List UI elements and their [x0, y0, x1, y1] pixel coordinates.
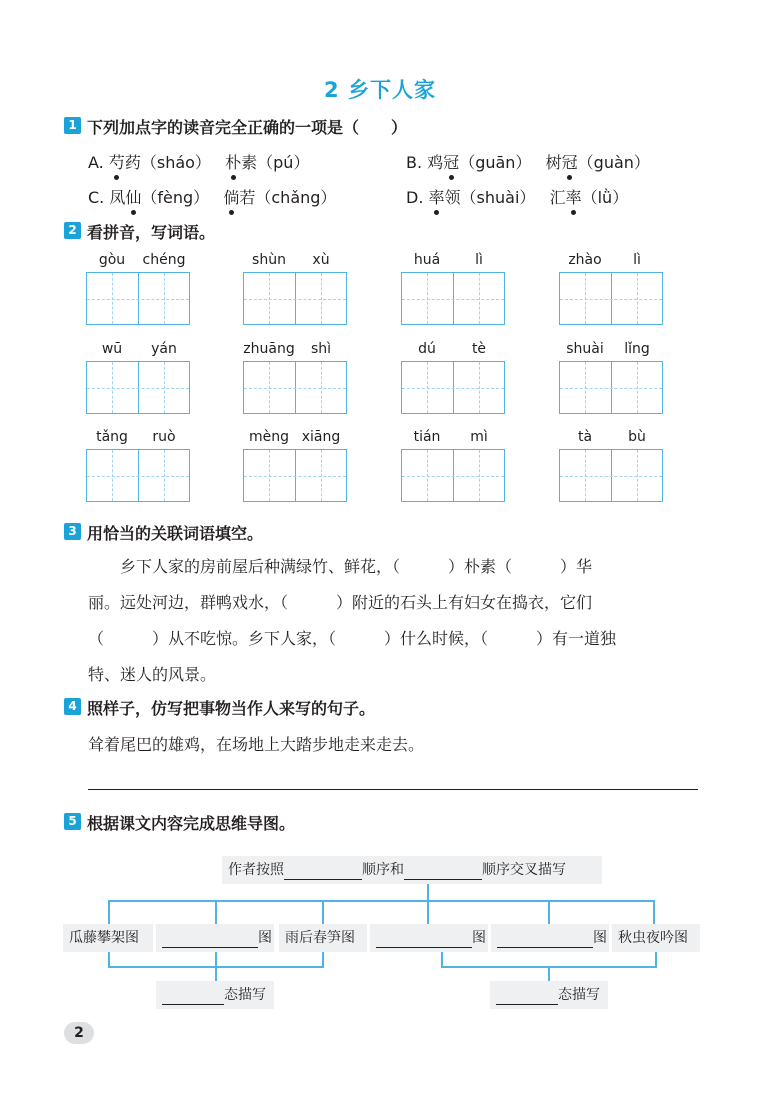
pinyin-label: tè	[471, 341, 487, 357]
pinyin-label: mì	[470, 429, 488, 445]
mindmap-node-bamboo: 雨后春笋图	[279, 924, 367, 952]
pinyin-label: chéng	[142, 252, 186, 268]
blank-picture-3[interactable]	[497, 929, 593, 948]
blank-picture-2[interactable]	[376, 929, 472, 948]
word-part: （fèng）	[141, 188, 210, 207]
option-d[interactable]	[406, 185, 628, 208]
pinyin-label: tà	[577, 429, 593, 445]
connector-line	[427, 884, 429, 900]
paragraph-line-4: 特、迷人的风景。	[88, 665, 217, 684]
pinyin-label: shì	[310, 341, 332, 357]
word-part: 树	[545, 153, 562, 172]
writing-grid-box[interactable]	[86, 449, 190, 502]
writing-grid-box[interactable]	[86, 361, 190, 414]
mindmap-node-insects: 秋虫夜吟图	[612, 924, 700, 952]
pinyin-label: wū	[101, 341, 123, 357]
connector-line	[108, 900, 655, 902]
writing-grid-box[interactable]	[401, 272, 505, 325]
word-part: （guàn）	[577, 153, 650, 172]
connector-line	[215, 951, 217, 981]
writing-grid-box[interactable]	[243, 449, 347, 502]
pinyin-label: gòu	[98, 252, 126, 268]
option-prefix: B.	[406, 153, 423, 172]
connector-line	[548, 966, 550, 981]
pinyin-label: xù	[312, 252, 330, 268]
option-b[interactable]	[406, 150, 650, 173]
pinyin-label: shùn	[252, 252, 286, 268]
pinyin-label: lì	[633, 252, 641, 268]
pinyin-label: huá	[413, 252, 441, 268]
mindmap-root	[222, 856, 602, 884]
connector-line	[655, 951, 657, 967]
connector-line	[322, 900, 324, 924]
option-prefix: D.	[406, 188, 424, 207]
question-number-2: 2	[64, 222, 81, 239]
writing-grid-box[interactable]	[401, 361, 505, 414]
page-title: 2 乡下人家	[324, 78, 436, 102]
word-part: 素（pú）	[241, 153, 310, 172]
connector-line	[548, 900, 550, 924]
word-part: 凤	[109, 188, 126, 207]
blank-state-1[interactable]	[162, 986, 224, 1005]
dotted-char: 仙	[125, 185, 141, 208]
dotted-char: 率	[566, 185, 582, 208]
word-part: 若（chǎng）	[239, 188, 337, 207]
question-5-text: 根据课文内容完成思维导图。	[87, 814, 296, 833]
pinyin-label: yán	[151, 341, 177, 357]
blank-state-2[interactable]	[496, 986, 558, 1005]
question-number-5: 5	[64, 813, 81, 830]
option-a[interactable]	[88, 150, 309, 173]
writing-grid-box[interactable]	[401, 449, 505, 502]
question-2-text: 看拼音，写词语。	[87, 223, 216, 242]
writing-grid-box[interactable]	[559, 272, 663, 325]
pinyin-label: bù	[628, 429, 646, 445]
question-number-3: 3	[64, 523, 81, 540]
writing-grid-box[interactable]	[559, 449, 663, 502]
pinyin-label: ruò	[152, 429, 176, 445]
option-prefix: C.	[88, 188, 105, 207]
mindmap-node-blank-1	[156, 924, 274, 952]
dotted-char: 芍	[109, 150, 125, 173]
blank-picture-1[interactable]	[162, 929, 258, 948]
mindmap-node-blank-3	[491, 924, 609, 952]
example-sentence: 耸着尾巴的雄鸡，在场地上大踏步地走来走去。	[88, 735, 425, 754]
writing-grid-box[interactable]	[243, 272, 347, 325]
connector-line	[427, 900, 429, 924]
dotted-char: 冠	[443, 150, 459, 173]
pinyin-label: tǎng	[96, 429, 128, 445]
root-text-b: 顺序和	[362, 862, 404, 878]
option-prefix: A.	[88, 153, 104, 172]
state-suffix: 态描写	[558, 987, 600, 1003]
blank-order-1[interactable]	[284, 861, 362, 880]
answer-line[interactable]	[88, 789, 698, 790]
connector-line	[215, 900, 217, 924]
root-text-c: 顺序交叉描写	[482, 862, 566, 878]
word-part: 领（shuài）	[444, 188, 536, 207]
page-number: 2	[64, 1022, 94, 1044]
connector-line	[441, 951, 443, 967]
connector-line	[322, 951, 324, 967]
question-4-text: 照样子，仿写把事物当作人来写的句子。	[87, 699, 376, 718]
question-number-1: 1	[64, 117, 81, 134]
mindmap-node-blank-2	[370, 924, 488, 952]
connector-line	[653, 900, 655, 924]
dotted-char: 朴	[225, 150, 241, 173]
question-1-text: 下列加点字的读音完全正确的一项是（ ）	[87, 118, 408, 137]
root-text-a: 作者按照	[228, 862, 284, 878]
paragraph-line-3: （ ）从不吃惊。乡下人家，（ ）什么时候，（ ）有一道独	[88, 629, 617, 648]
pinyin-label: zhào	[568, 252, 602, 268]
paragraph-line-2: 丽。远处河边，群鸭戏水，（ ）附近的石头上有妇女在捣衣，它们	[88, 593, 593, 612]
mindmap-node-state-1	[156, 981, 274, 1009]
picture-suffix: 图	[258, 930, 272, 946]
question-3-text: 用恰当的关联词语填空。	[87, 524, 264, 543]
writing-grid-box[interactable]	[243, 361, 347, 414]
connector-line	[108, 900, 110, 924]
dotted-char: 率	[429, 185, 445, 208]
paragraph-line-1: 乡下人家的房前屋后种满绿竹、鲜花，（ ）朴素（ ）华	[120, 557, 593, 576]
pinyin-label: lì	[475, 252, 483, 268]
pinyin-label: dú	[418, 341, 436, 357]
question-number-4: 4	[64, 698, 81, 715]
option-c[interactable]	[88, 185, 336, 208]
mindmap-node-melon: 瓜藤攀架图	[63, 924, 153, 952]
writing-grid-box[interactable]	[86, 272, 190, 325]
word-part: 汇	[549, 188, 566, 207]
pinyin-label: tián	[413, 429, 441, 445]
word-part: 鸡	[427, 153, 444, 172]
state-suffix: 态描写	[224, 987, 266, 1003]
writing-grid-box[interactable]	[559, 361, 663, 414]
pinyin-label: xiāng	[301, 429, 341, 445]
blank-order-2[interactable]	[404, 861, 482, 880]
mindmap-node-state-2	[490, 981, 608, 1009]
pinyin-label: mèng	[248, 429, 290, 445]
word-part: 药（sháo）	[124, 153, 211, 172]
word-part: （lǜ）	[581, 188, 629, 207]
dotted-char: 冠	[562, 150, 578, 173]
word-part: （guān）	[459, 153, 532, 172]
connector-line	[108, 951, 110, 967]
pinyin-label: shuài	[566, 341, 604, 357]
dotted-char: 倘	[223, 185, 239, 208]
pinyin-label: zhuāng	[243, 341, 295, 357]
picture-suffix: 图	[593, 930, 607, 946]
picture-suffix: 图	[472, 930, 486, 946]
pinyin-label: lǐng	[624, 341, 650, 357]
